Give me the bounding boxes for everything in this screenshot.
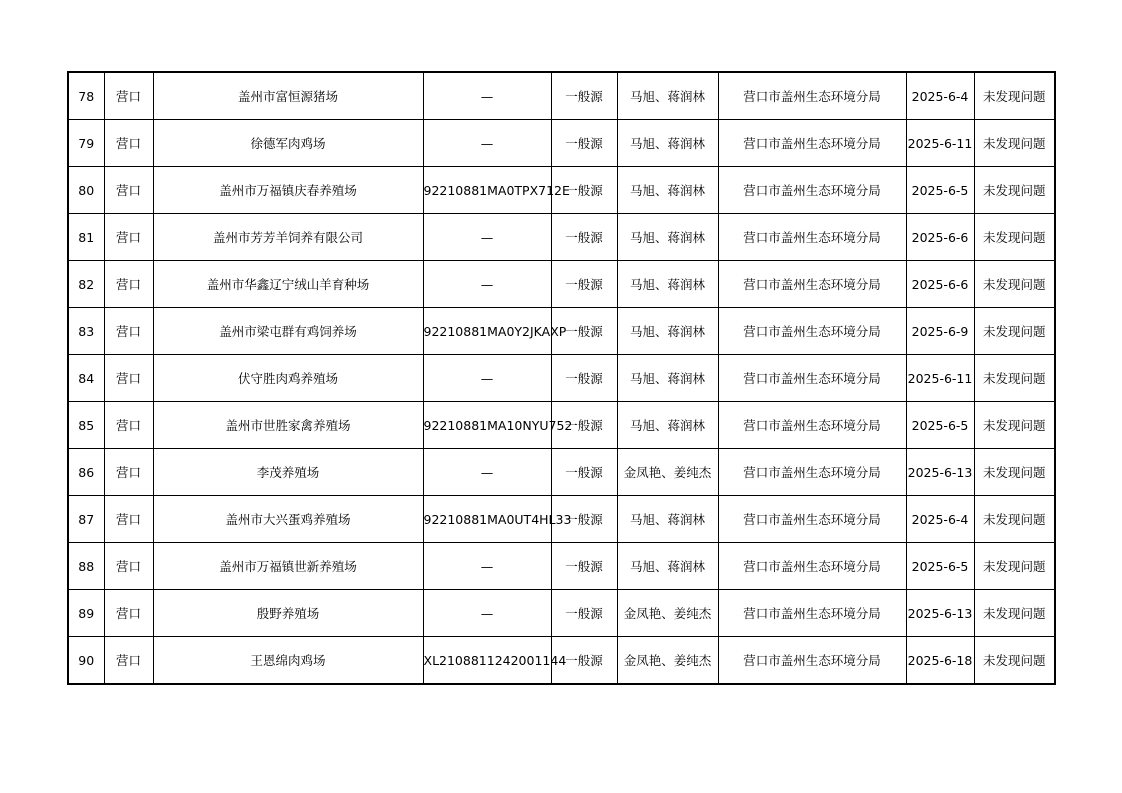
inspectors-cell: 金凤艳、姜纯杰	[617, 590, 718, 637]
city-cell: 营口	[104, 261, 153, 308]
inspection-date-cell: 2025-6-18	[906, 637, 974, 685]
table-row	[68, 590, 1055, 637]
result-cell: 未发现问题	[974, 120, 1055, 167]
inspectors-cell: 金凤艳、姜纯杰	[617, 637, 718, 685]
inspection-date-cell: 2025-6-13	[906, 449, 974, 496]
inspectors-cell: 马旭、蒋润林	[617, 543, 718, 590]
row-number-cell: 90	[68, 637, 104, 685]
city-cell: 营口	[104, 167, 153, 214]
source-type-cell: 一般源	[551, 72, 617, 120]
table-row	[68, 543, 1055, 590]
row-number-cell: 81	[68, 214, 104, 261]
credit-code-cell: —	[423, 72, 551, 120]
city-cell: 营口	[104, 355, 153, 402]
agency-cell: 营口市盖州生态环境分局	[718, 402, 906, 449]
inspectors-cell: 马旭、蒋润林	[617, 261, 718, 308]
source-type-cell: 一般源	[551, 543, 617, 590]
city-cell: 营口	[104, 496, 153, 543]
source-type-cell: 一般源	[551, 214, 617, 261]
row-number-cell: 87	[68, 496, 104, 543]
inspectors-cell: 马旭、蒋润林	[617, 214, 718, 261]
agency-cell: 营口市盖州生态环境分局	[718, 590, 906, 637]
city-cell: 营口	[104, 402, 153, 449]
city-cell: 营口	[104, 543, 153, 590]
inspection-date-cell: 2025-6-9	[906, 308, 974, 355]
facility-name-cell: 盖州市梁屯群有鸡饲养场	[153, 308, 423, 355]
source-type-cell: 一般源	[551, 120, 617, 167]
inspection-date-cell: 2025-6-6	[906, 261, 974, 308]
city-cell: 营口	[104, 308, 153, 355]
result-cell: 未发现问题	[974, 496, 1055, 543]
inspection-table	[67, 71, 1056, 685]
result-cell: 未发现问题	[974, 214, 1055, 261]
inspection-date-cell: 2025-6-5	[906, 402, 974, 449]
inspectors-cell: 马旭、蒋润林	[617, 167, 718, 214]
facility-name-cell: 伏守胜肉鸡养殖场	[153, 355, 423, 402]
city-cell: 营口	[104, 637, 153, 685]
facility-name-cell: 徐德军肉鸡场	[153, 120, 423, 167]
table-row	[68, 449, 1055, 496]
table-row	[68, 120, 1055, 167]
credit-code-cell: —	[423, 214, 551, 261]
source-type-cell: 一般源	[551, 402, 617, 449]
city-cell: 营口	[104, 449, 153, 496]
table-row	[68, 496, 1055, 543]
source-type-cell: 一般源	[551, 449, 617, 496]
credit-code-cell: 92210881MA0TPX712E	[423, 167, 551, 214]
agency-cell: 营口市盖州生态环境分局	[718, 449, 906, 496]
credit-code-cell: —	[423, 120, 551, 167]
facility-name-cell: 盖州市大兴蛋鸡养殖场	[153, 496, 423, 543]
inspection-date-cell: 2025-6-6	[906, 214, 974, 261]
facility-name-cell: 盖州市富恒源猪场	[153, 72, 423, 120]
row-number-cell: 89	[68, 590, 104, 637]
agency-cell: 营口市盖州生态环境分局	[718, 308, 906, 355]
table-row	[68, 261, 1055, 308]
row-number-cell: 84	[68, 355, 104, 402]
row-number-cell: 80	[68, 167, 104, 214]
city-cell: 营口	[104, 214, 153, 261]
table-row	[68, 214, 1055, 261]
inspectors-cell: 马旭、蒋润林	[617, 308, 718, 355]
source-type-cell: 一般源	[551, 355, 617, 402]
agency-cell: 营口市盖州生态环境分局	[718, 637, 906, 685]
inspectors-cell: 马旭、蒋润林	[617, 496, 718, 543]
source-type-cell: 一般源	[551, 590, 617, 637]
inspection-date-cell: 2025-6-11	[906, 120, 974, 167]
agency-cell: 营口市盖州生态环境分局	[718, 120, 906, 167]
source-type-cell: 一般源	[551, 496, 617, 543]
result-cell: 未发现问题	[974, 590, 1055, 637]
credit-code-cell: 92210881MA0UT4HL33	[423, 496, 551, 543]
source-type-cell: 一般源	[551, 308, 617, 355]
row-number-cell: 78	[68, 72, 104, 120]
row-number-cell: 83	[68, 308, 104, 355]
result-cell: 未发现问题	[974, 449, 1055, 496]
inspection-date-cell: 2025-6-4	[906, 496, 974, 543]
inspection-date-cell: 2025-6-4	[906, 72, 974, 120]
result-cell: 未发现问题	[974, 543, 1055, 590]
row-number-cell: 86	[68, 449, 104, 496]
inspectors-cell: 金凤艳、姜纯杰	[617, 449, 718, 496]
result-cell: 未发现问题	[974, 72, 1055, 120]
credit-code-cell: —	[423, 543, 551, 590]
facility-name-cell: 殷野养殖场	[153, 590, 423, 637]
table-row	[68, 72, 1055, 120]
agency-cell: 营口市盖州生态环境分局	[718, 496, 906, 543]
inspectors-cell: 马旭、蒋润林	[617, 72, 718, 120]
city-cell: 营口	[104, 120, 153, 167]
inspectors-cell: 马旭、蒋润林	[617, 120, 718, 167]
inspectors-cell: 马旭、蒋润林	[617, 402, 718, 449]
table-row	[68, 308, 1055, 355]
result-cell: 未发现问题	[974, 402, 1055, 449]
credit-code-cell: 92210881MA0Y2JKAXP	[423, 308, 551, 355]
inspection-date-cell: 2025-6-5	[906, 543, 974, 590]
inspection-date-cell: 2025-6-11	[906, 355, 974, 402]
agency-cell: 营口市盖州生态环境分局	[718, 72, 906, 120]
table-body	[68, 72, 1055, 684]
result-cell: 未发现问题	[974, 637, 1055, 685]
facility-name-cell: 盖州市万福镇世新养殖场	[153, 543, 423, 590]
inspection-date-cell: 2025-6-13	[906, 590, 974, 637]
row-number-cell: 88	[68, 543, 104, 590]
result-cell: 未发现问题	[974, 308, 1055, 355]
table-row	[68, 637, 1055, 685]
facility-name-cell: 李茂养殖场	[153, 449, 423, 496]
agency-cell: 营口市盖州生态环境分局	[718, 214, 906, 261]
facility-name-cell: 盖州市芳芳羊饲养有限公司	[153, 214, 423, 261]
city-cell: 营口	[104, 72, 153, 120]
table-row	[68, 355, 1055, 402]
table-row	[68, 402, 1055, 449]
credit-code-cell: 92210881MA10NYU752	[423, 402, 551, 449]
result-cell: 未发现问题	[974, 355, 1055, 402]
source-type-cell: 一般源	[551, 261, 617, 308]
inspection-date-cell: 2025-6-5	[906, 167, 974, 214]
credit-code-cell: —	[423, 590, 551, 637]
agency-cell: 营口市盖州生态环境分局	[718, 167, 906, 214]
credit-code-cell: —	[423, 261, 551, 308]
source-type-cell: 一般源	[551, 167, 617, 214]
row-number-cell: 82	[68, 261, 104, 308]
credit-code-cell: —	[423, 355, 551, 402]
inspectors-cell: 马旭、蒋润林	[617, 355, 718, 402]
result-cell: 未发现问题	[974, 261, 1055, 308]
facility-name-cell: 盖州市世胜家禽养殖场	[153, 402, 423, 449]
row-number-cell: 85	[68, 402, 104, 449]
table-row	[68, 167, 1055, 214]
agency-cell: 营口市盖州生态环境分局	[718, 261, 906, 308]
facility-name-cell: 王恩绵肉鸡场	[153, 637, 423, 685]
agency-cell: 营口市盖州生态环境分局	[718, 355, 906, 402]
row-number-cell: 79	[68, 120, 104, 167]
facility-name-cell: 盖州市华鑫辽宁绒山羊育种场	[153, 261, 423, 308]
result-cell: 未发现问题	[974, 167, 1055, 214]
credit-code-cell: —	[423, 449, 551, 496]
agency-cell: 营口市盖州生态环境分局	[718, 543, 906, 590]
source-type-cell: 一般源	[551, 637, 617, 685]
city-cell: 营口	[104, 590, 153, 637]
credit-code-cell: XL2108811242001144	[423, 637, 551, 685]
facility-name-cell: 盖州市万福镇庆春养殖场	[153, 167, 423, 214]
